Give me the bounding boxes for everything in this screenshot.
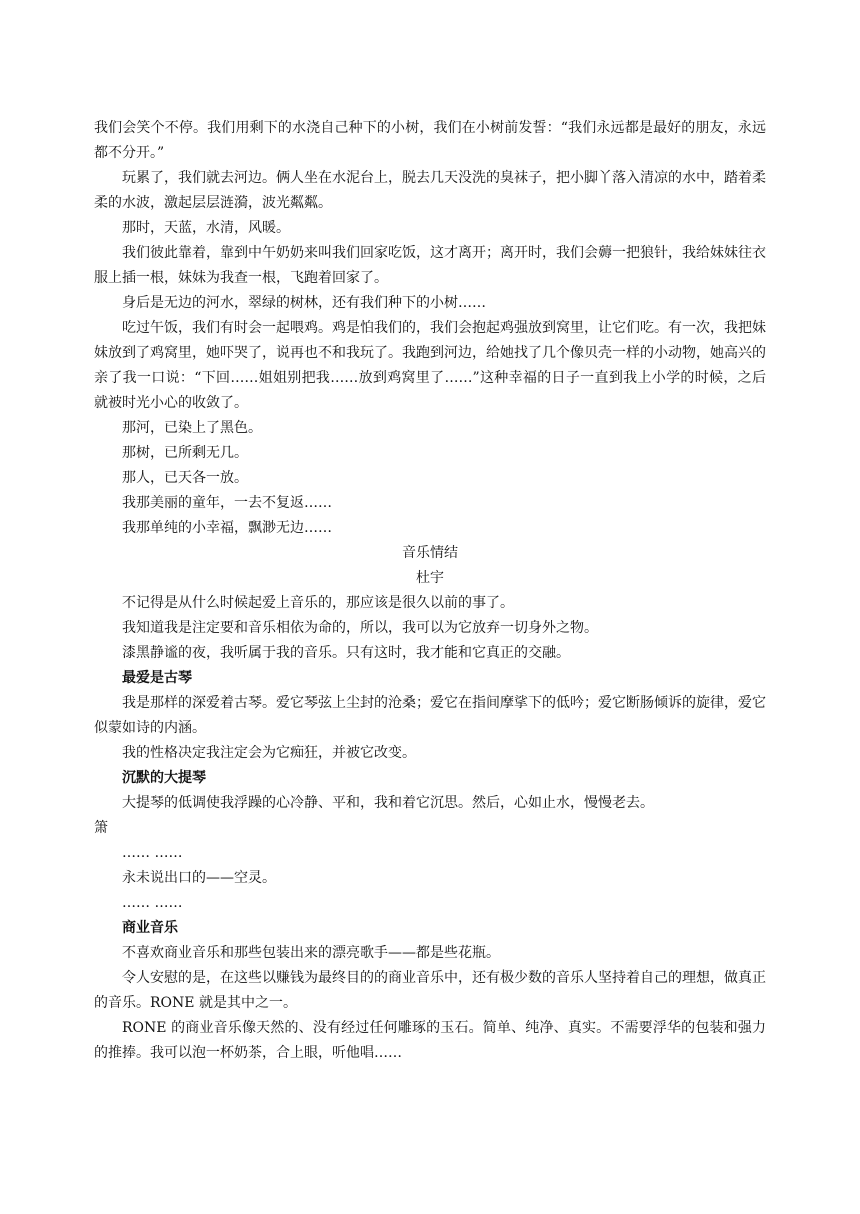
paragraph: 不记得是从什么时候起爱上音乐的，那应该是很久以前的事了。	[122, 595, 514, 611]
paragraph: 那树，已所剩无几。	[122, 445, 248, 461]
paragraph: 永未说出口的——空灵。	[122, 870, 276, 886]
paragraph: RONE 的商业音乐像天然的、没有经过任何雕琢的玉石。简单、纯净、真实。不需要浮华的包装和强力的推捧。我可以泡一杯奶茶，合上眼，听他唱……	[94, 1020, 766, 1061]
paragraph: 大提琴的低调使我浮躁的心冷静、平和，我和着它沉思。然后，心如止水，慢慢老去。	[122, 795, 654, 811]
paragraph: 我那单纯的小幸福，飘渺无边……	[122, 520, 332, 536]
document-page	[94, 116, 766, 1066]
paragraph: 吃过午饭，我们有时会一起喂鸡。鸡是怕我们的，我们会抱起鸡强放到窝里，让它们吃。有一次，我把妹妹放到了鸡窝里，她吓哭了，说再也不和我玩了。我跑到河边，给她找了几个像贝壳一样的小动物，她高兴的亲了我一口说：“下回……姐姐别把我……放到鸡窝里了……”这种幸福的日子一直到我上小学的时候，之后就被时光小心的收敛了。	[94, 320, 766, 411]
essay-author: 杜宇	[416, 570, 444, 586]
paragraph: 我是那样的深爱着古琴。爱它琴弦上尘封的沧桑；爱它在指间摩挲下的低吟；爱它断肠倾诉的旋律，爱它 似蒙如诗的内涵。	[94, 695, 766, 736]
paragraph: 那河，已染上了黑色。	[122, 420, 262, 436]
paragraph: 玩累了，我们就去河边。俩人坐在水泥台上，脱去几天没洗的臭袜子，把小脚丫落入清凉的水中，踏着柔柔的水波，激起层层涟漪，波光粼粼。	[94, 170, 766, 211]
paragraph: 我们会笑个不停。我们用剩下的水浇自己种下的小树，我们在小树前发誓：“我们永远都是最好的朋友，永远都不分开。”	[94, 120, 766, 161]
ellipsis-line: …… ……	[122, 895, 183, 911]
ellipsis-line: …… ……	[122, 845, 183, 861]
section-heading: 最爱是古琴	[122, 670, 192, 686]
paragraph: 不喜欢商业音乐和那些包装出来的漂亮歌手——都是些花瓶。	[122, 945, 500, 961]
stray-character: 箫	[94, 820, 108, 836]
paragraph: 令人安慰的是，在这些以赚钱为最终目的的商业音乐中，还有极少数的音乐人坚持着自己的理想，做真正的音乐。RONE 就是其中之一。	[94, 970, 766, 1011]
paragraph: 那人，已天各一放。	[122, 470, 248, 486]
paragraph: 我那美丽的童年，一去不复返……	[122, 495, 332, 511]
section-heading: 沉默的大提琴	[122, 770, 206, 786]
paragraph: 身后是无边的河水，翠绿的树林，还有我们种下的小树……	[122, 295, 486, 311]
paragraph: 漆黑静谧的夜，我听属于我的音乐。只有这时，我才能和它真正的交融。	[122, 645, 570, 661]
paragraph: 我们彼此靠着，靠到中午奶奶来叫我们回家吃饭，这才离开；离开时，我们会薅一把狼针，我给妹妹往衣服上插一根，妹妹为我查一根，飞跑着回家了。	[94, 245, 766, 286]
paragraph: 那时，天蓝，水清，风暖。	[122, 220, 290, 236]
essay-title: 音乐情结	[402, 545, 458, 561]
paragraph: 我的性格决定我注定会为它痴狂，并被它改变。	[122, 745, 416, 761]
section-heading: 商业音乐	[122, 920, 178, 936]
paragraph: 我知道我是注定要和音乐相依为命的，所以，我可以为它放弃一切身外之物。	[122, 620, 598, 636]
